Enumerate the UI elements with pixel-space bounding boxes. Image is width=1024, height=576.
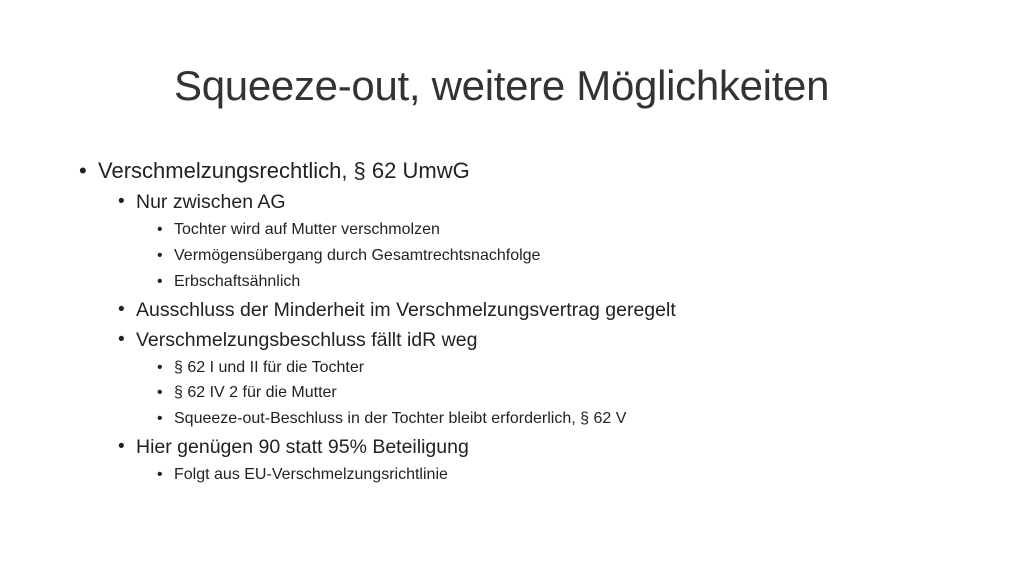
bullet-item [157,463,448,487]
bullet-text: Nur zwischen AG [136,191,286,213]
bullet-text: Ausschluss der Minderheit im Verschmelzungsvertrag geregelt [136,299,676,321]
bullet-icon: • [118,436,125,457]
bullet-text: Erbschaftsähnlich [174,273,301,290]
bullet-icon: • [118,299,125,320]
bullet-text: § 62 IV 2 für die Mutter [174,384,337,401]
bullet-item [157,381,337,405]
bullet-icon: • [157,247,163,264]
bullet-item [118,188,286,216]
bullet-icon: • [157,466,163,483]
bullet-item [157,218,440,242]
bullet-item [118,296,676,324]
bullet-text: Hier genügen 90 statt 95% Beteiligung [136,436,469,458]
bullet-icon: • [157,359,163,376]
bullet-text: Verschmelzungsrechtlich, § 62 UmwG [98,158,470,183]
bullet-item [157,356,365,380]
bullet-text: Tochter wird auf Mutter verschmolzen [174,221,440,238]
bullet-icon: • [79,158,87,183]
bullet-icon: • [157,273,163,290]
bullet-icon: • [118,329,125,350]
bullet-item [157,244,541,268]
bullet-text: § 62 I und II für die Tochter [174,359,365,376]
bullet-icon: • [157,384,163,401]
bullet-item [118,326,478,354]
slide-title: Squeeze-out, weitere Möglichkeiten [174,62,830,109]
bullet-text: Verschmelzungsbeschluss fällt idR weg [136,329,478,351]
bullet-text: Squeeze-out-Beschluss in der Tochter bleibt erforderlich, § 62 V [174,410,627,427]
bullet-icon: • [157,221,163,238]
bullet-text: Vermögensübergang durch Gesamtrechtsnachfolge [174,247,541,264]
bullet-item [79,156,470,186]
bullet-icon: • [118,191,125,212]
bullet-text: Folgt aus EU-Verschmelzungsrichtlinie [174,466,448,483]
bullet-item [118,433,469,461]
bullet-item [157,407,627,431]
bullet-icon: • [157,410,163,427]
bullet-item [157,270,301,294]
